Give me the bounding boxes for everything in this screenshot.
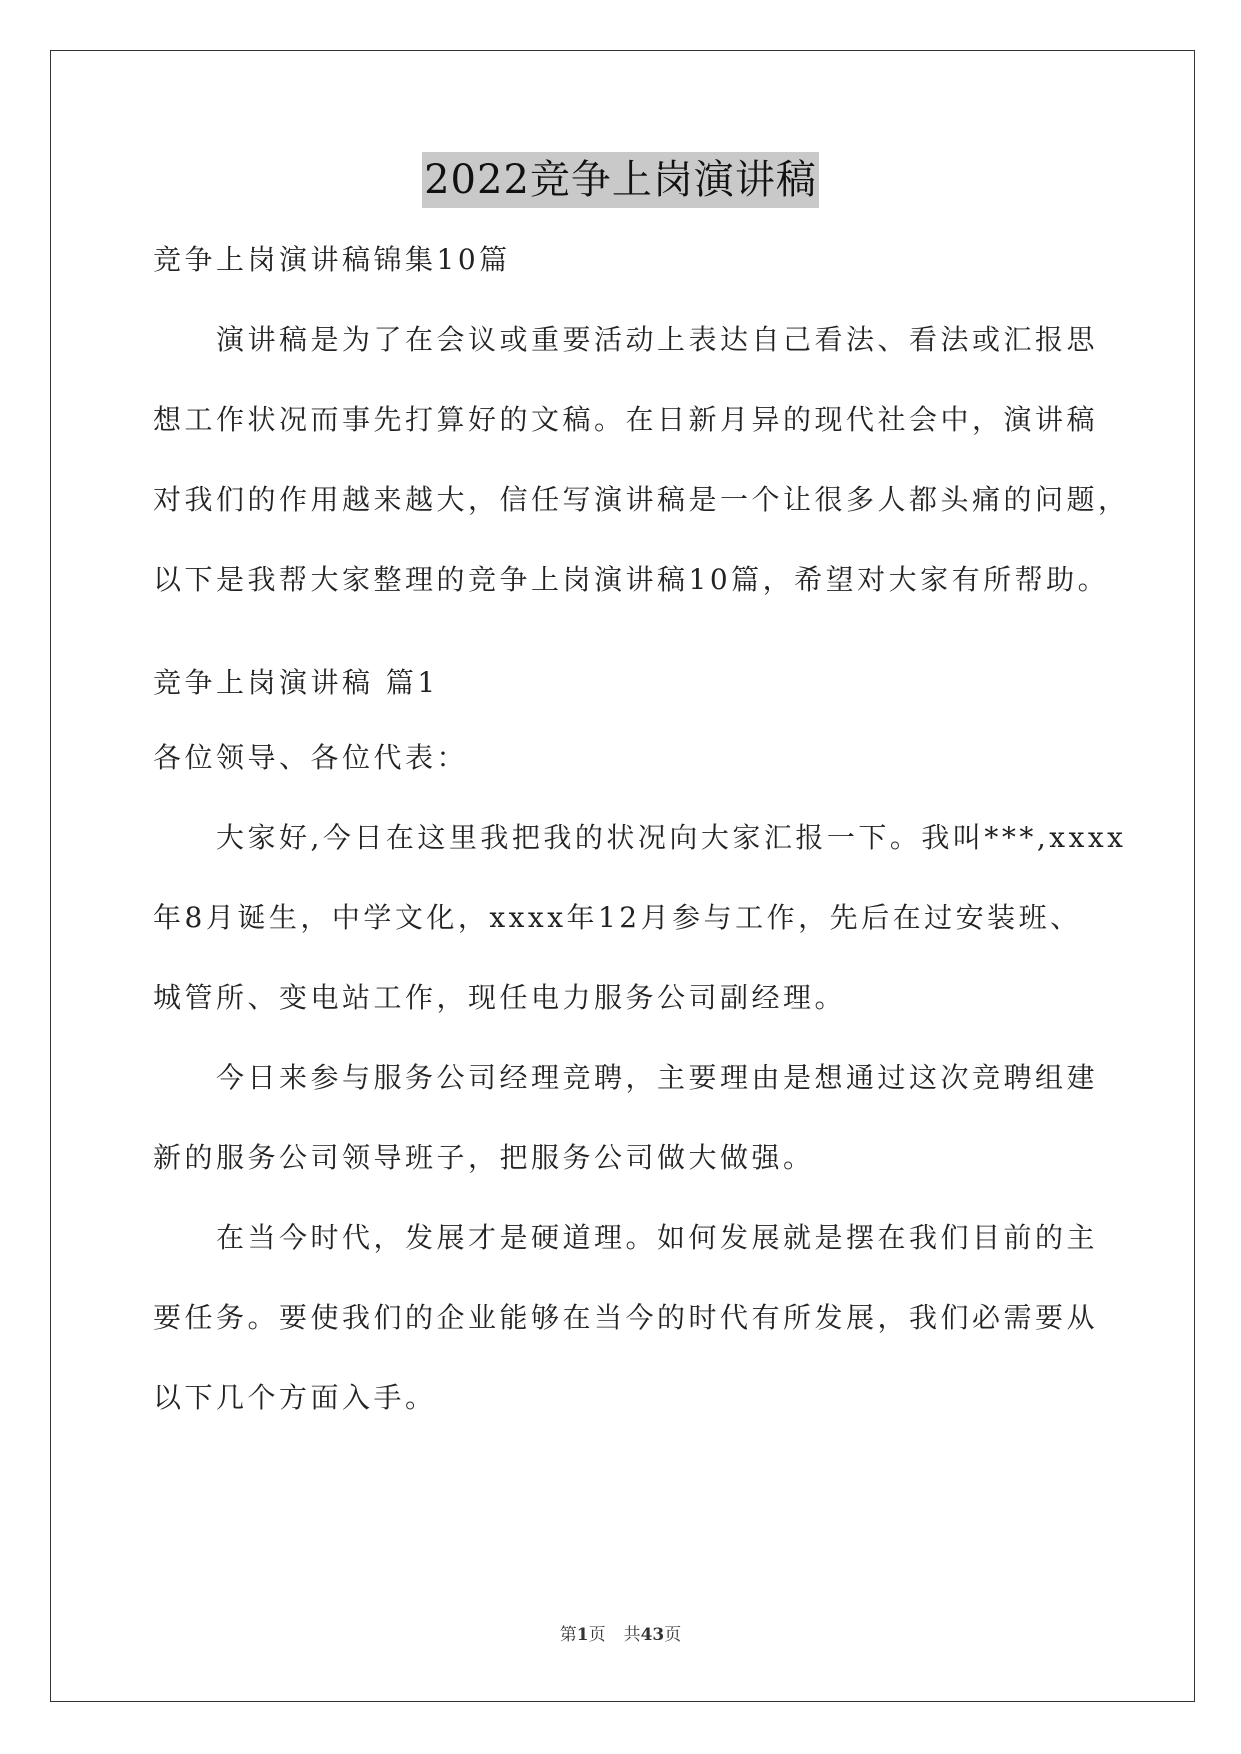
body-line: 以下几个方面入手。 [153,1381,437,1414]
page-current: 1 [576,1625,589,1645]
page-footer [0,1620,1241,1645]
body-paragraph-2 [153,1038,1099,1198]
document-subtitle: 竞争上岗演讲稿锦集10篇 [153,243,511,276]
body-line: 今日来参与服务公司经理竞聘，主要理由是想通过这次竞聘组建 [216,1061,1099,1094]
body-line: 要任务。要使我们的企业能够在当今的时代有所发展，我们必需要从 [153,1301,1099,1334]
intro-line: 以下是我帮大家整理的竞争上岗演讲稿10篇，希望对大家有所帮助。 [153,563,1110,596]
salutation: 各位领导、各位代表： [153,741,469,774]
total-suffix: 页 [664,1625,682,1645]
body-line: 在当今时代，发展才是硬道理。如何发展就是摆在我们目前的主 [216,1221,1099,1254]
intro-paragraph [153,300,1130,620]
page-suffix: 页 [588,1625,606,1645]
intro-line: 想工作状况而事先打算好的文稿。在日新月异的现代社会中，演讲稿 [153,403,1099,436]
total-prefix: 共 [623,1625,641,1645]
intro-line: 对我们的作用越来越大，信任写演讲稿是一个让很多人都头痛的问题， [153,483,1130,516]
title-container [0,152,1241,208]
document-title: 2022竞争上岗演讲稿 [422,152,819,208]
body-line: 新的服务公司领导班子，把服务公司做大做强。 [153,1141,815,1174]
section-heading-block [153,643,1093,723]
body-paragraph-1 [153,798,1127,1038]
intro-line: 演讲稿是为了在会议或重要活动上表达自己看法、看法或汇报思 [216,323,1099,356]
page-total: 43 [640,1625,665,1645]
page-prefix: 第 [559,1625,577,1645]
document-subtitle-block [153,220,1093,300]
body-paragraph-3 [153,1198,1099,1438]
body-line: 年8月诞生，中学文化，xxxx年12月参与工作，先后在过安装班、 [153,901,1082,934]
body-line: 大家好,今日在这里我把我的状况向大家汇报一下。我叫***,xxxx [216,821,1127,854]
salutation-block [153,718,1093,798]
body-line: 城管所、变电站工作，现任电力服务公司副经理。 [153,981,847,1014]
section-heading: 竞争上岗演讲稿 篇1 [153,666,439,699]
